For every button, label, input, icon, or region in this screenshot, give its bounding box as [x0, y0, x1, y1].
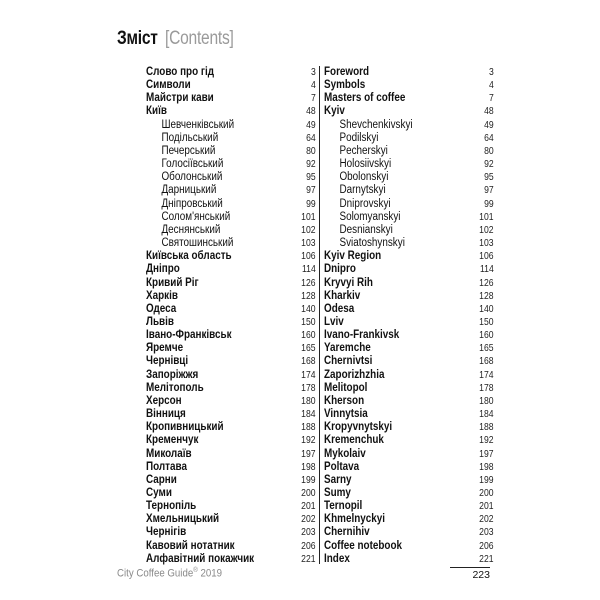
toc-entry-page: 140 [301, 302, 316, 315]
toc-entry [146, 329, 316, 342]
toc-entry-label: Шевченківський [161, 118, 235, 131]
toc-entry-page: 198 [479, 460, 494, 473]
toc-entry [324, 224, 494, 237]
toc-entry [324, 211, 494, 224]
toc-entry-page: 202 [479, 513, 494, 526]
title-english: [Contents] [165, 28, 234, 49]
toc-entry-label: Запоріжжя [146, 368, 199, 381]
toc-entry [146, 263, 316, 276]
toc-entry-label: Lviv [324, 315, 344, 328]
toc-entry [146, 92, 316, 105]
toc-entry [324, 79, 494, 92]
toc-entry-label: Дніпро [146, 263, 180, 276]
toc-entry-page: 192 [301, 434, 316, 447]
toc-entry [324, 448, 494, 461]
toc-entry-page: 178 [479, 381, 494, 394]
toc-entry-label: Солом'янський [161, 210, 231, 223]
footer-brand [117, 567, 222, 580]
toc-entry-label: Львів [146, 315, 174, 328]
toc-entry [324, 66, 494, 79]
toc-entry-page: 114 [480, 263, 494, 276]
toc-entry [146, 369, 316, 382]
toc-entry [146, 513, 316, 526]
toc-entry-label: Vinnytsia [324, 408, 368, 421]
toc-entry-page: 126 [479, 276, 494, 289]
toc-entry [146, 79, 316, 92]
column-divider [319, 66, 320, 564]
page-number: 223 [450, 567, 490, 581]
toc-entry-label: Голосіївський [161, 158, 224, 171]
toc-entry-label: Coffee notebook [324, 539, 403, 552]
toc-entry-page: 99 [306, 197, 316, 210]
toc-entry-page: 201 [301, 500, 316, 513]
toc-entry [324, 526, 494, 539]
toc-entry-label: Вінниця [146, 408, 186, 421]
toc-entry-page: 168 [479, 355, 494, 368]
toc-entry-label: Чернівці [146, 355, 189, 368]
toc-entry-label: Dnipro [324, 263, 356, 276]
toc-entry-label: Foreword [324, 66, 370, 78]
toc-entry-label: Kharkiv [324, 289, 361, 302]
toc-entry-label: Кавовий нотатник [146, 539, 235, 552]
toc-entry [324, 263, 494, 276]
toc-entry-label: Кривий Ріг [146, 276, 199, 289]
toc-entry [146, 382, 316, 395]
toc-entry [146, 316, 316, 329]
title-ukrainian: Зміст [117, 28, 158, 49]
toc-entry-page: 168 [301, 355, 316, 368]
toc-entry-label: Печерський [161, 144, 216, 157]
toc-entry-label: Kyiv [324, 105, 345, 118]
toc-entry-label: Символи [146, 79, 191, 92]
toc-entry [146, 434, 316, 447]
toc-entry-page: 95 [306, 171, 316, 184]
toc-entry-page: 203 [301, 526, 316, 539]
toc-entry-label: Kremenchuk [324, 434, 384, 447]
toc-entry [324, 132, 494, 145]
toc-entry-page: 197 [301, 447, 316, 460]
toc-entry-page: 101 [301, 210, 316, 223]
toc-entry-page: 188 [301, 421, 316, 434]
toc-entry-page: 80 [306, 144, 316, 157]
toc-entry [324, 540, 494, 553]
toc-entry-page: 165 [301, 342, 316, 355]
toc-entry [146, 540, 316, 553]
toc-entry-page: 95 [484, 171, 494, 184]
toc-entry [146, 211, 316, 224]
toc-entry-page: 3 [489, 66, 494, 78]
toc-entry-label: Zaporizhzhia [324, 368, 385, 381]
toc-entry-label: Dniprovskyi [339, 197, 391, 210]
toc-entry-label: Chernivtsi [324, 355, 373, 368]
toc-entry-label: Хмельницький [146, 513, 220, 526]
toc-entry-page: 4 [311, 79, 316, 92]
toc-entry-label: Obolonskyi [339, 171, 389, 184]
toc-entry-page: 206 [479, 539, 494, 552]
toc-entry-label: Melitopol [324, 381, 368, 394]
toc-entry-label: Kyiv Region [324, 250, 382, 263]
toc-entry-label: Kryvyi Rih [324, 276, 373, 289]
toc-entry [324, 277, 494, 290]
toc-entry-label: Чернігів [146, 526, 187, 539]
toc-entry-label: Дарницький [161, 184, 217, 197]
toc-entry-label: Symbols [324, 79, 366, 92]
toc-entry-page: 92 [306, 158, 316, 171]
toc-entry [146, 277, 316, 290]
toc-entry-label: Ternopil [324, 500, 363, 513]
toc-entry-page: 106 [479, 250, 494, 263]
toc-entry-page: 97 [306, 184, 316, 197]
toc-entry-label: Алфавітний покажчик [146, 552, 255, 565]
toc-entry-label: Харків [146, 289, 178, 302]
toc-entry-page: 48 [484, 105, 494, 118]
toc-entry-label: Chernihiv [324, 526, 370, 539]
toc-entry-label: Подільський [161, 131, 219, 144]
toc-entry-label: Sviatoshynskyi [339, 237, 405, 250]
toc-entry [324, 171, 494, 184]
toc-entry [324, 513, 494, 526]
toc-entry [324, 487, 494, 500]
toc-entry-label: Суми [146, 487, 172, 499]
toc-entry [146, 171, 316, 184]
toc-entry-label: Odesa [324, 302, 355, 315]
toc-entry [324, 158, 494, 171]
toc-entry [324, 369, 494, 382]
toc-entry-label: Сарни [146, 473, 177, 486]
toc-entry [146, 237, 316, 250]
toc-entry [146, 119, 316, 132]
toc-entry-label: Дніпровський [161, 197, 223, 210]
toc-entry-page: 165 [479, 342, 494, 355]
toc-entry [324, 250, 494, 263]
toc-entry-label: Деснянський [161, 223, 221, 236]
toc-entry-page: 64 [306, 131, 316, 144]
toc-entry-label: Yaremche [324, 342, 371, 355]
toc-entry-page: 184 [301, 408, 316, 421]
toc-entry-label: Івано-Франківськ [146, 329, 232, 342]
toc-entry [146, 250, 316, 263]
toc-entry-page: 7 [489, 92, 494, 105]
toc-entry-label: Darnytskyi [339, 184, 386, 197]
toc-entry [146, 500, 316, 513]
toc-entry-label: Майстри кави [146, 92, 214, 105]
toc-entry-page: 200 [301, 487, 316, 499]
toc-entry-label: Kherson [324, 394, 365, 407]
toc-entry [146, 198, 316, 211]
toc-entry-page: 199 [479, 473, 494, 486]
toc-entry-page: 126 [301, 276, 316, 289]
toc-entry-page: 48 [306, 105, 316, 118]
toc-entry [146, 553, 316, 566]
toc-entry-page: 80 [484, 144, 494, 157]
toc-entry [324, 434, 494, 447]
toc-entry [324, 184, 494, 197]
toc-entry-page: 140 [479, 302, 494, 315]
toc-entry [324, 145, 494, 158]
toc-entry-page: 49 [484, 118, 494, 131]
toc-entry-label: Desnianskyi [339, 223, 393, 236]
toc-entry [146, 145, 316, 158]
toc-entry-page: 102 [301, 223, 316, 236]
toc-entry-page: 106 [301, 250, 316, 263]
toc-entry [146, 184, 316, 197]
toc-entry [146, 105, 316, 118]
toc-entry-label: Кропивницький [146, 421, 224, 434]
toc-entry [146, 158, 316, 171]
toc-entry-page: 188 [479, 421, 494, 434]
toc-entry-label: Мелітополь [146, 381, 204, 394]
footer-registered-mark: ® [193, 567, 198, 574]
toc-entry-page: 3 [311, 66, 316, 78]
toc-entry-label: Kropyvnytskyi [324, 421, 393, 434]
toc-entry-page: 206 [301, 539, 316, 552]
toc-entry-page: 64 [484, 131, 494, 144]
toc-entry-label: Тернопіль [146, 500, 197, 513]
toc-entry-page: 200 [479, 487, 494, 499]
toc-entry-label: Shevchenkivskyi [339, 118, 413, 131]
toc-entry [324, 474, 494, 487]
contents-column-english [324, 66, 494, 566]
toc-entry-page: 174 [301, 368, 316, 381]
toc-entry-page: 221 [479, 552, 494, 565]
toc-entry-page: 198 [301, 460, 316, 473]
toc-entry [324, 382, 494, 395]
toc-entry-page: 192 [479, 434, 494, 447]
toc-entry-label: Solomyanskyi [339, 210, 401, 223]
toc-entry-label: Pecherskyi [339, 144, 388, 157]
toc-entry-page: 221 [301, 552, 316, 565]
toc-entry-label: Sumy [324, 487, 351, 499]
toc-entry-label: Київська область [146, 250, 232, 263]
toc-entry-page: 103 [479, 237, 494, 250]
toc-entry-label: Holosiivskyi [339, 158, 392, 171]
toc-entry-label: Ivano-Frankivsk [324, 329, 400, 342]
toc-entry [146, 395, 316, 408]
toc-entry [146, 526, 316, 539]
toc-entry [324, 290, 494, 303]
toc-entry [324, 461, 494, 474]
toc-entry-page: 203 [479, 526, 494, 539]
toc-entry [146, 66, 316, 79]
footer-year: 2019 [197, 567, 223, 580]
toc-entry [146, 224, 316, 237]
toc-entry-page: 160 [301, 329, 316, 342]
footer-brand-name: City Coffee Guide [117, 567, 194, 580]
toc-entry-page: 180 [301, 394, 316, 407]
toc-entry [146, 342, 316, 355]
toc-entry [146, 290, 316, 303]
toc-entry-label: Яремче [146, 342, 184, 355]
toc-entry [324, 408, 494, 421]
toc-entry-page: 160 [479, 329, 494, 342]
toc-entry [324, 500, 494, 513]
toc-entry-page: 101 [479, 210, 494, 223]
toc-entry [324, 198, 494, 211]
toc-entry [146, 448, 316, 461]
toc-entry [146, 303, 316, 316]
toc-entry [146, 355, 316, 368]
toc-entry-page: 103 [301, 237, 316, 250]
toc-entry [324, 105, 494, 118]
toc-entry [324, 237, 494, 250]
page-title [117, 28, 234, 50]
toc-entry-label: Sarny [324, 473, 352, 486]
toc-entry-label: Київ [146, 105, 167, 118]
toc-entry [324, 553, 494, 566]
toc-entry-label: Миколаїв [146, 447, 192, 460]
toc-entry [146, 421, 316, 434]
toc-entry [324, 119, 494, 132]
toc-entry-page: 99 [484, 197, 494, 210]
toc-entry-page: 180 [479, 394, 494, 407]
toc-entry [324, 92, 494, 105]
toc-entry-label: Слово про гід [146, 66, 215, 78]
toc-entry-label: Оболонський [161, 171, 223, 184]
toc-entry-page: 97 [484, 184, 494, 197]
toc-entry-page: 199 [301, 473, 316, 486]
toc-entry [324, 355, 494, 368]
toc-entry-label: Святошинський [161, 237, 234, 250]
toc-entry [324, 303, 494, 316]
toc-entry-page: 49 [306, 118, 316, 131]
toc-entry-label: Полтава [146, 460, 187, 473]
toc-entry [146, 487, 316, 500]
contents-column-ukrainian [146, 66, 316, 566]
toc-entry-label: Masters of coffee [324, 92, 406, 105]
toc-entry [324, 329, 494, 342]
toc-entry-label: Mykolaiv [324, 447, 366, 460]
toc-entry [324, 395, 494, 408]
toc-entry-label: Index [324, 552, 350, 565]
toc-entry-page: 197 [479, 447, 494, 460]
toc-entry-page: 92 [484, 158, 494, 171]
toc-entry-page: 184 [479, 408, 494, 421]
toc-entry-page: 128 [479, 289, 494, 302]
toc-entry [146, 132, 316, 145]
toc-entry-label: Херсон [146, 394, 182, 407]
toc-entry-label: Одеса [146, 302, 177, 315]
toc-entry [146, 461, 316, 474]
toc-entry-page: 128 [301, 289, 316, 302]
toc-entry-label: Podilskyi [339, 131, 379, 144]
toc-entry-label: Khmelnyckyi [324, 513, 386, 526]
toc-entry [324, 421, 494, 434]
toc-entry [146, 474, 316, 487]
toc-entry-page: 4 [489, 79, 494, 92]
toc-entry-page: 102 [479, 223, 494, 236]
toc-entry-page: 114 [302, 263, 316, 276]
toc-entry-page: 7 [311, 92, 316, 105]
toc-entry-label: Poltava [324, 460, 360, 473]
toc-entry-page: 150 [301, 315, 316, 328]
toc-entry [324, 316, 494, 329]
toc-entry [324, 342, 494, 355]
toc-entry-label: Кременчук [146, 434, 199, 447]
toc-entry-page: 174 [479, 368, 494, 381]
toc-entry [146, 408, 316, 421]
toc-entry-page: 178 [301, 381, 316, 394]
toc-entry-page: 202 [301, 513, 316, 526]
toc-entry-page: 201 [479, 500, 494, 513]
toc-entry-page: 150 [479, 315, 494, 328]
